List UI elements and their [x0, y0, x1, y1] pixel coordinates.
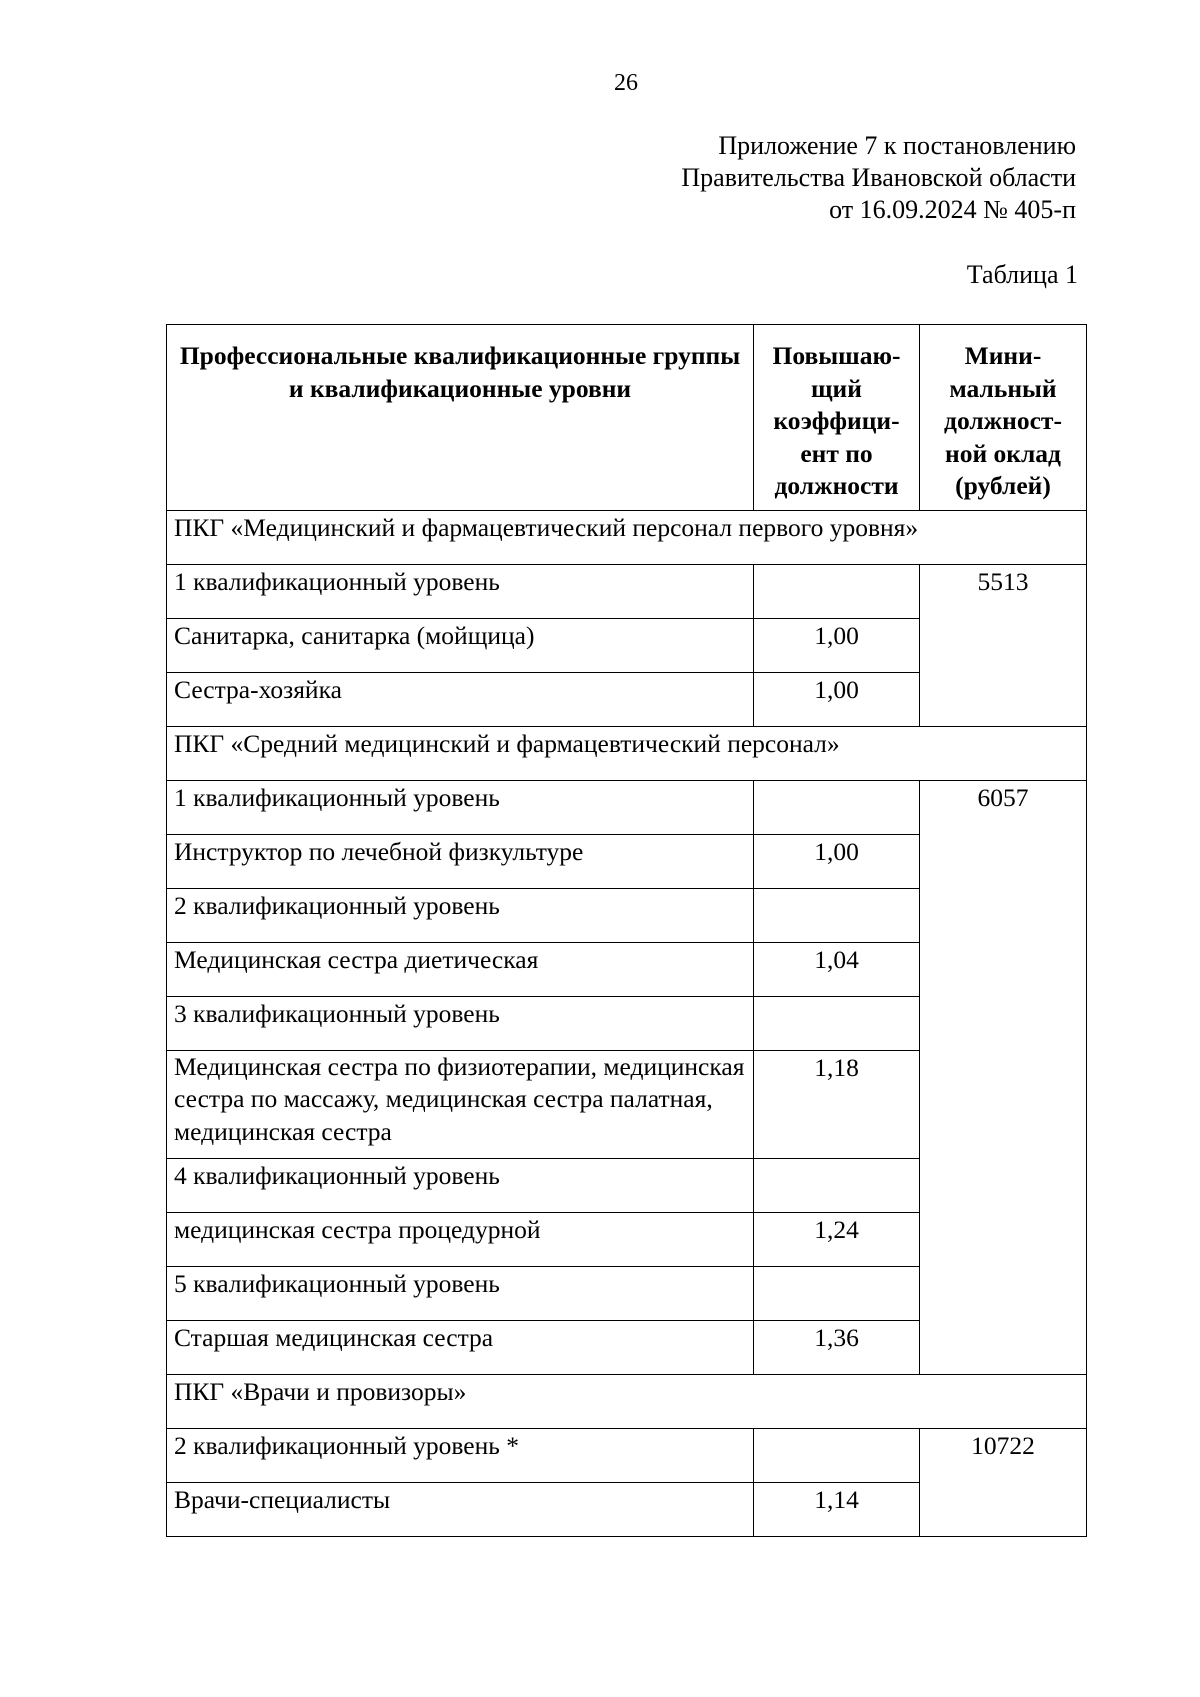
position-name: 4 квалификационный уровень — [167, 1159, 754, 1213]
page-number: 26 — [614, 70, 638, 96]
appendix-line-3: от 16.09.2024 № 405-п — [829, 195, 1076, 224]
position-name: медицинская сестра процедурной — [167, 1213, 754, 1267]
position-name: 1 квалификационный уровень — [167, 564, 754, 618]
position-name: 2 квалификационный уровень * — [167, 1429, 754, 1483]
header-minimum-salary: Мини-мальный должност-ной оклад (рублей) — [920, 325, 1087, 511]
coefficient-value: 1,14 — [754, 1483, 920, 1537]
coefficient-value — [754, 996, 920, 1050]
table-row — [167, 564, 1087, 618]
position-name: Санитарка, санитарка (мойщица) — [167, 618, 754, 672]
coefficient-value — [754, 780, 920, 834]
coefficient-value — [754, 1159, 920, 1213]
coefficient-value: 1,00 — [754, 834, 920, 888]
appendix-line-1: Приложение 7 к постановлению — [718, 131, 1076, 160]
coefficient-value — [754, 1429, 920, 1483]
position-name: Медицинская сестра по физиотерапии, медицинская сестра по массажу, медицинская сестра палатная, медицинская сестра — [167, 1050, 754, 1159]
group-row — [167, 510, 1087, 564]
header-coefficient: Повышаю-щий коэффици-ент по должности — [754, 325, 920, 511]
coefficient-value: 1,36 — [754, 1321, 920, 1375]
salary-value: 6057 — [920, 780, 1087, 1375]
salary-value: 5513 — [920, 564, 1087, 726]
coefficient-value: 1,18 — [754, 1050, 920, 1159]
position-name: 1 квалификационный уровень — [167, 780, 754, 834]
position-name: Сестра-хозяйка — [167, 672, 754, 726]
coefficient-value: 1,00 — [754, 672, 920, 726]
coefficient-value — [754, 888, 920, 942]
group-row — [167, 726, 1087, 780]
group-title: ПКГ «Врачи и провизоры» — [167, 1375, 1087, 1429]
coefficient-value: 1,04 — [754, 942, 920, 996]
coefficient-value: 1,00 — [754, 618, 920, 672]
salary-table — [166, 324, 1087, 1537]
table-row — [167, 780, 1087, 834]
salary-value: 10722 — [920, 1429, 1087, 1537]
position-name: Врачи-специалисты — [167, 1483, 754, 1537]
appendix-line-2: Правительства Ивановской области — [681, 163, 1076, 192]
position-name: 5 квалификационный уровень — [167, 1267, 754, 1321]
position-name: 2 квалификационный уровень — [167, 888, 754, 942]
appendix-header — [681, 130, 1076, 226]
table-header-row — [167, 325, 1087, 511]
position-name: Старшая медицинская сестра — [167, 1321, 754, 1375]
group-title: ПКГ «Средний медицинский и фармацевтический персонал» — [167, 726, 1087, 780]
group-title: ПКГ «Медицинский и фармацевтический персонал первого уровня» — [167, 510, 1087, 564]
header-qualification-groups: Профессиональные квалификационные группы и квалификационные уровни — [167, 325, 754, 511]
table-caption: Таблица 1 — [966, 260, 1078, 289]
coefficient-value — [754, 1267, 920, 1321]
position-name: Медицинская сестра диетическая — [167, 942, 754, 996]
group-row — [167, 1375, 1087, 1429]
table-row — [167, 1429, 1087, 1483]
position-name: 3 квалификационный уровень — [167, 996, 754, 1050]
coefficient-value: 1,24 — [754, 1213, 920, 1267]
coefficient-value — [754, 564, 920, 618]
position-name: Инструктор по лечебной физкультуре — [167, 834, 754, 888]
